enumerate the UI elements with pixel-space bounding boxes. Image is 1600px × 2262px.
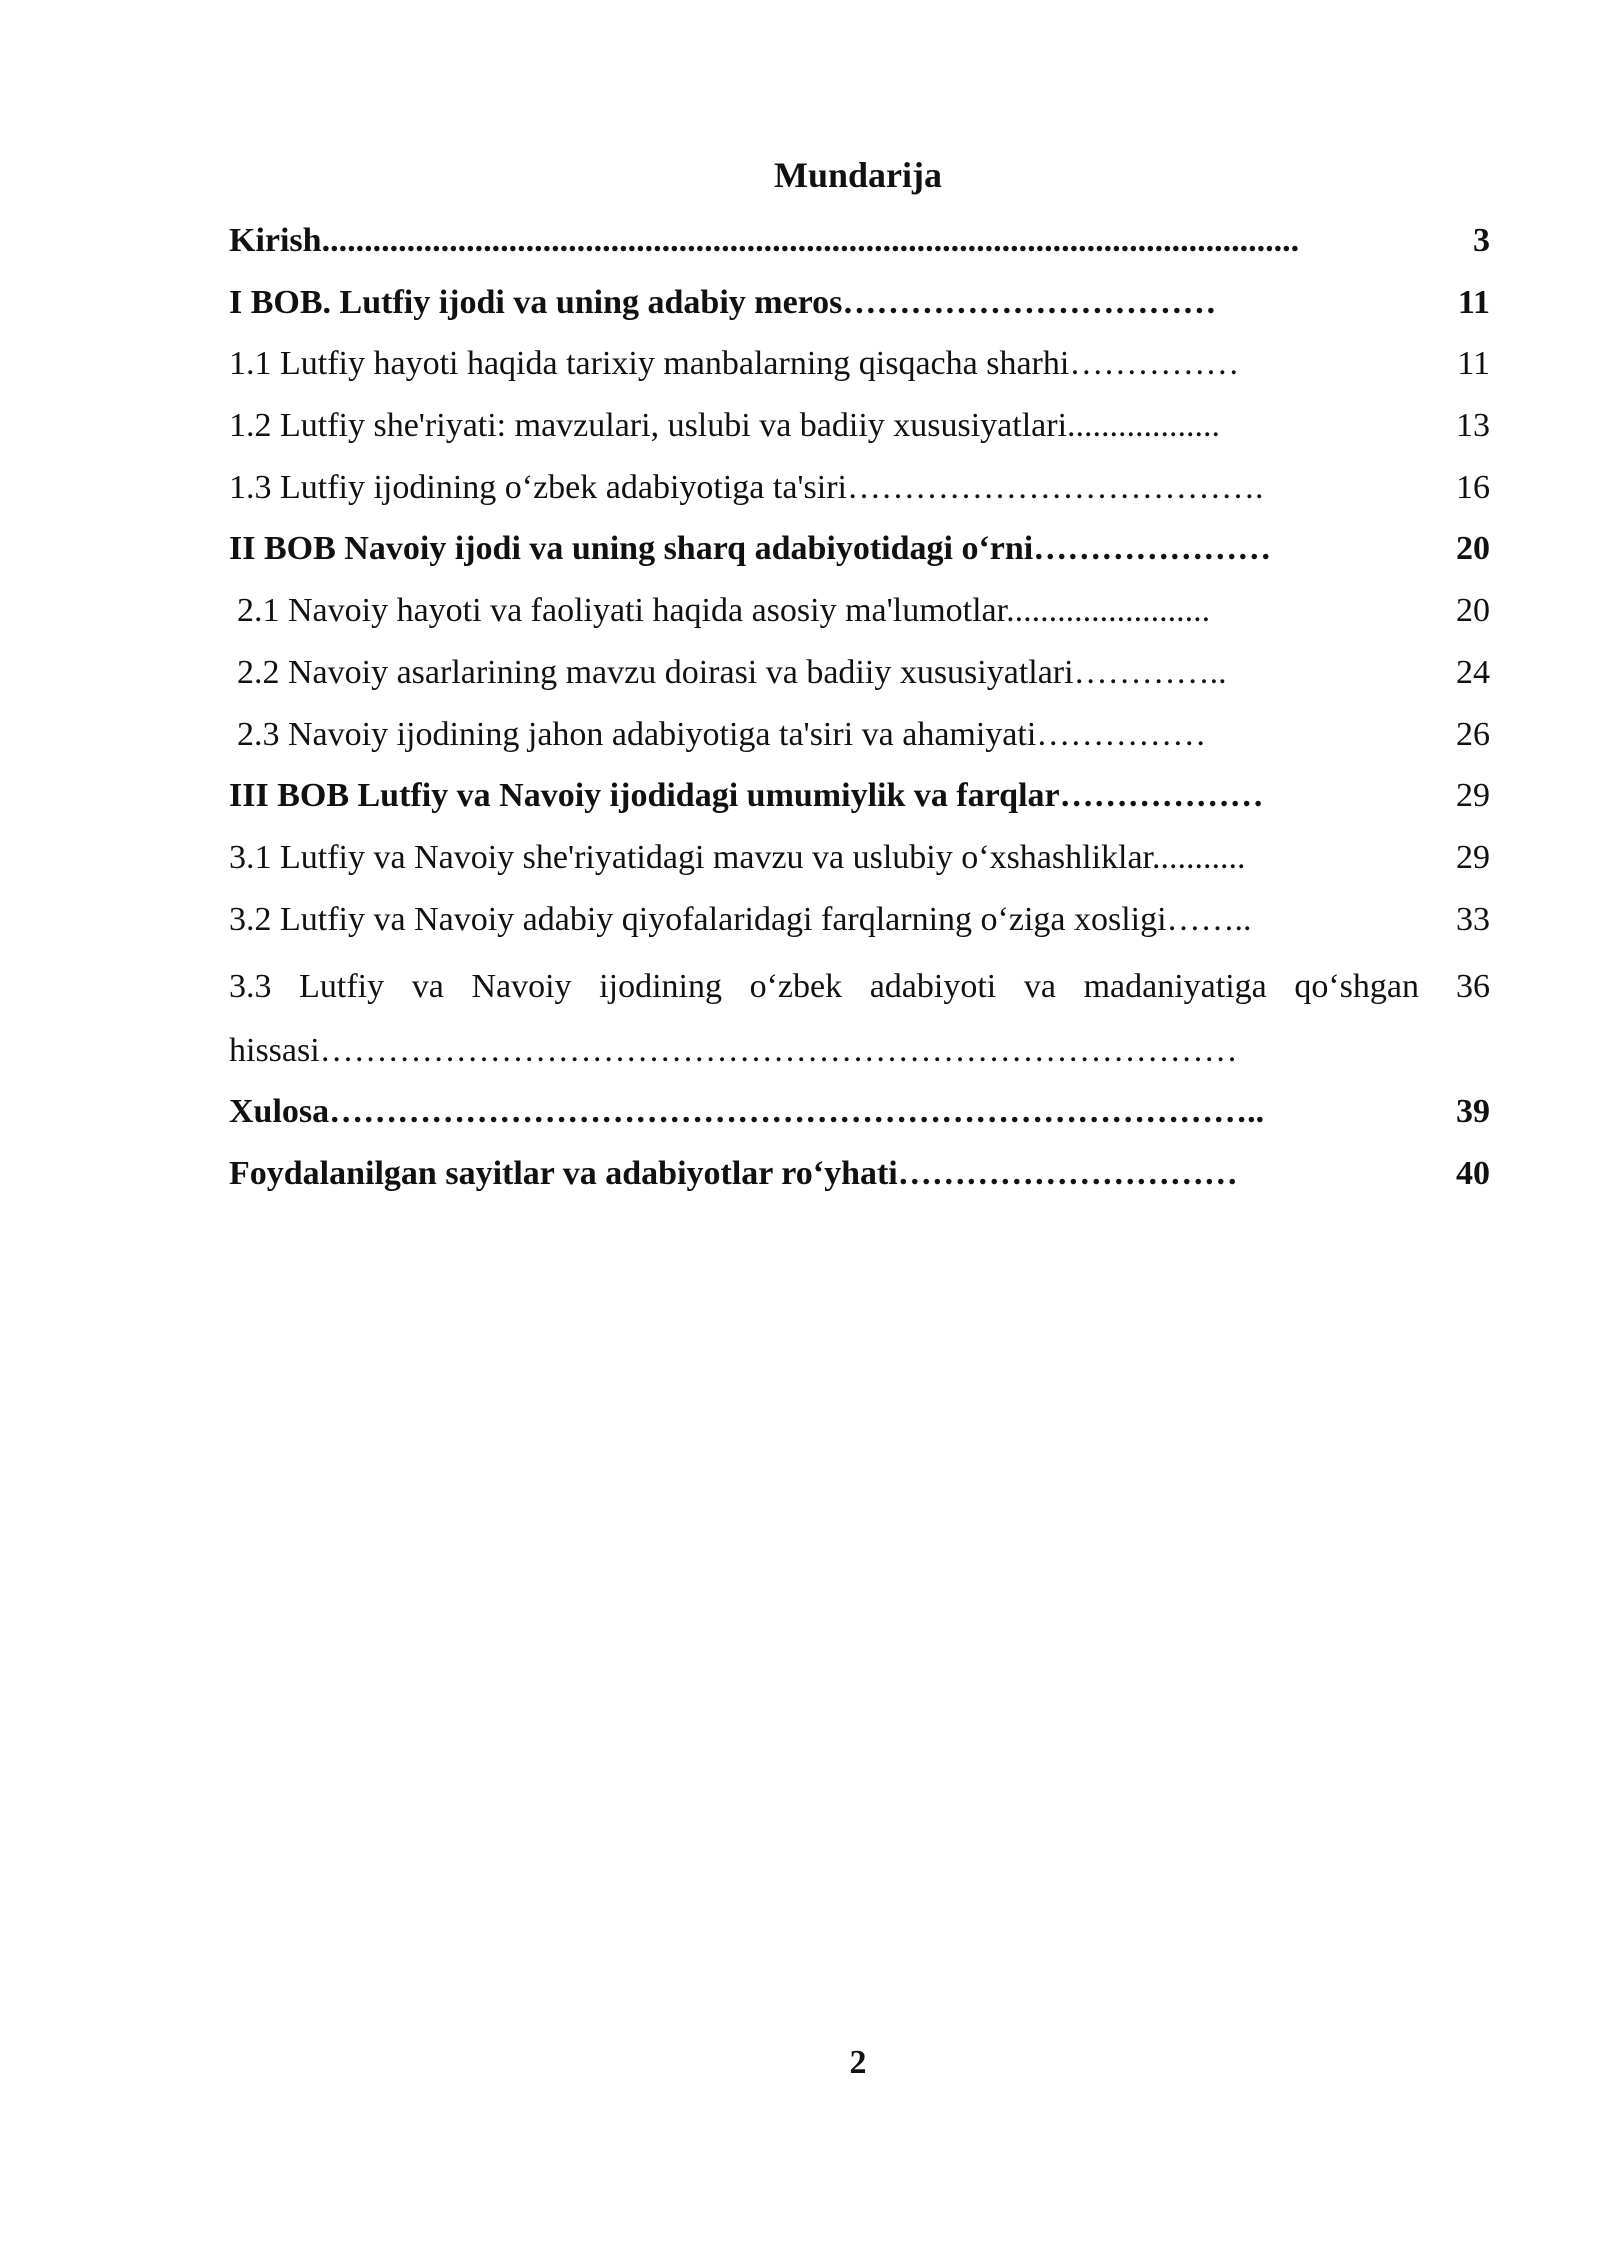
toc-entry-title: Kirish................................................................................................................... <box>229 222 1300 259</box>
toc-entry[interactable] <box>229 704 1490 766</box>
toc-entry-page: 24 <box>1456 653 1490 691</box>
toc-entry-page: 13 <box>1456 407 1490 445</box>
toc-entry-title: Xulosa……………………………………………………………………….. <box>229 1093 1265 1131</box>
toc-entry-page: 29 <box>1456 777 1490 815</box>
toc-entry[interactable] <box>229 333 1490 395</box>
toc-entry[interactable] <box>229 827 1490 889</box>
toc-entry[interactable] <box>229 889 1490 951</box>
toc-entry[interactable] <box>229 518 1490 580</box>
toc-entry[interactable] <box>229 1081 1490 1143</box>
toc-entry[interactable] <box>229 950 1490 1081</box>
toc-entry-title: 2.3 Navoiy ijodining jahon adabiyotiga ta'siri va ahamiyati…………… <box>237 715 1207 753</box>
toc-entry-page: 40 <box>1456 1154 1490 1192</box>
toc-entry-title: 2.1 Navoiy hayoti va faoliyati haqida asosiy ma'lumotlar........................ <box>237 592 1211 630</box>
toc-entry[interactable] <box>229 395 1490 457</box>
toc-entry-title: II BOB Navoiy ijodi va uning sharq adabiyotidagi o‘rni………………… <box>229 530 1272 568</box>
table-of-contents <box>229 210 1490 1205</box>
toc-entry-title: 3.3 Lutfiy va Navoiy ijodining o‘zbek adabiyoti va madaniyatiga qo‘shgan hissasi……………………………………………………………………… <box>229 968 1419 1070</box>
page-number: 2 <box>849 2044 867 2081</box>
toc-entry[interactable] <box>229 457 1490 519</box>
toc-entry-title: 1.1 Lutfiy hayoti haqida tarixiy manbalarning qisqacha sharhi…………… <box>229 345 1240 383</box>
toc-entry-page: 3 <box>1473 222 1490 259</box>
toc-entry[interactable] <box>229 642 1490 704</box>
toc-entry-page: 36 <box>1456 968 1490 1006</box>
toc-entry[interactable] <box>229 765 1490 827</box>
toc-entry-page: 16 <box>1456 468 1490 506</box>
toc-entry-page: 33 <box>1456 900 1490 938</box>
toc-entry-page: 20 <box>1456 592 1490 630</box>
toc-entry-page: 20 <box>1456 530 1490 568</box>
toc-entry[interactable] <box>229 210 1490 272</box>
page-title: Mundarija <box>773 155 942 195</box>
toc-entry-page: 29 <box>1456 838 1490 876</box>
toc-entry-title: 1.2 Lutfiy she'riyati: mavzulari, uslubi va badiiy xususiyatlari.................. <box>229 407 1221 445</box>
toc-entry-page: 11 <box>1457 345 1490 383</box>
toc-entry[interactable] <box>229 1143 1490 1205</box>
toc-entry-title: 2.2 Navoiy asarlarining mavzu doirasi va badiiy xususiyatlari………….. <box>237 653 1227 691</box>
toc-entry-title: 3.2 Lutfiy va Navoiy adabiy qiyofalaridagi farqlarning o‘ziga xosligi…….. <box>229 900 1252 938</box>
toc-entry[interactable] <box>229 272 1490 334</box>
toc-entry-page: 39 <box>1456 1093 1490 1131</box>
toc-entry-title: III BOB Lutfiy va Navoiy ijodidagi umumiylik va farqlar……………… <box>229 777 1264 815</box>
toc-entry-title: 1.3 Lutfiy ijodining o‘zbek adabiyotiga ta'siri………………………………. <box>229 468 1264 506</box>
toc-entry-title: 3.1 Lutfiy va Navoiy she'riyatidagi mavzu va uslubiy o‘xshashliklar........... <box>229 838 1246 876</box>
toc-entry-page: 26 <box>1456 715 1490 753</box>
toc-entry-title: I BOB. Lutfiy ijodi va uning adabiy meros…………………………… <box>229 283 1217 321</box>
toc-entry-page: 11 <box>1457 283 1490 321</box>
toc-entry-title: Foydalanilgan sayitlar va adabiyotlar ro‘yhati………………………… <box>229 1154 1238 1192</box>
toc-entry[interactable] <box>229 580 1490 642</box>
